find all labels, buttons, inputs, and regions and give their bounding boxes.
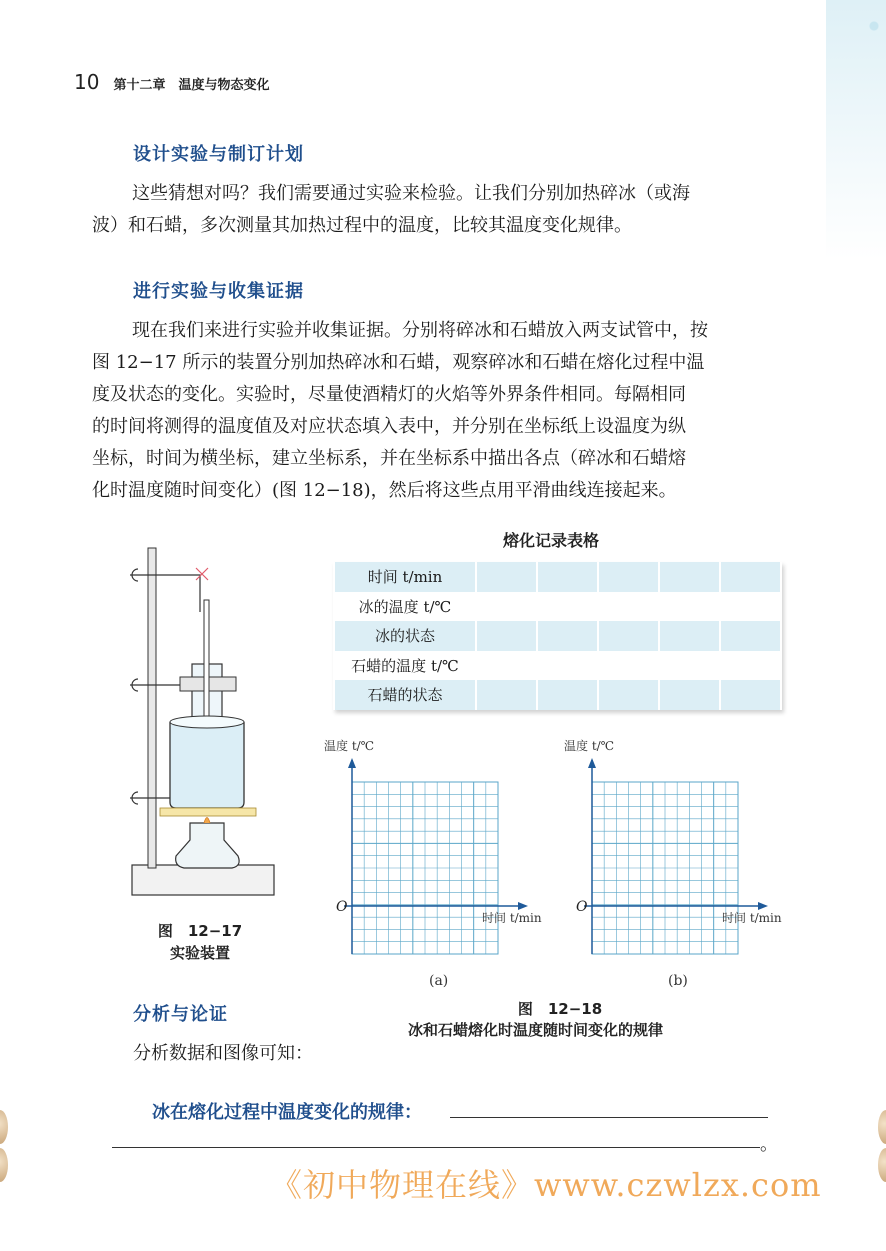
table-cell[interactable]: [721, 680, 780, 710]
page-header: [74, 70, 269, 94]
analysis-intro: 分析数据和图像可知：: [133, 1043, 313, 1064]
section-title-experiment: 进行实验与收集证据: [133, 281, 304, 302]
y-axis-arrow: [348, 758, 356, 768]
table-cell[interactable]: [477, 592, 536, 622]
row-label: 时间 t/min: [335, 562, 475, 592]
table-cell[interactable]: [538, 592, 597, 622]
y-axis-label: 温度 t/℃: [564, 739, 615, 753]
table-cell[interactable]: [477, 651, 536, 681]
row-label: 冰的状态: [335, 621, 475, 651]
table-cell[interactable]: [660, 651, 719, 681]
table-cell[interactable]: [599, 621, 658, 651]
table-cell[interactable]: [477, 680, 536, 710]
table-cell[interactable]: [599, 562, 658, 592]
row-label: 石蜡的状态: [335, 680, 475, 710]
table-cell[interactable]: [477, 562, 536, 592]
side-tab: [878, 1110, 886, 1144]
figure-18-caption: 冰和石蜡熔化时温度随时间变化的规律: [408, 1021, 664, 1039]
table-cell[interactable]: [721, 651, 780, 681]
page-number: 10: [74, 70, 100, 94]
table-cell[interactable]: [599, 680, 658, 710]
end-punctuation: 。: [760, 1134, 778, 1155]
table-cell[interactable]: [538, 621, 597, 651]
table-cell[interactable]: [660, 680, 719, 710]
table-cell[interactable]: [660, 562, 719, 592]
graph-b: [558, 738, 798, 968]
table-cell[interactable]: [538, 651, 597, 681]
x-axis-arrow: [518, 902, 528, 910]
paragraph-experiment: [92, 315, 792, 507]
figure-17-caption: 实验装置: [169, 944, 230, 962]
table-row: [335, 592, 780, 622]
answer-blank-1[interactable]: [450, 1117, 768, 1118]
x-axis-label: 时间 t/min: [482, 911, 542, 925]
table-cell[interactable]: [721, 562, 780, 592]
side-tab: [0, 1148, 8, 1182]
x-axis-arrow: [758, 902, 768, 910]
figure-18-number: 图 12−18: [517, 1000, 603, 1018]
paragraph-line: 图 12−17 所示的装置分别加热碎冰和石蜡，观察碎冰和石蜡在熔化过程中温: [92, 352, 705, 373]
apparatus-illustration: [120, 540, 280, 910]
table-cell[interactable]: [477, 621, 536, 651]
paragraph-line: 度及状态的变化。实验时，尽量使酒精灯的火焰等外界条件相同。每隔相同: [92, 384, 686, 405]
answer-blank-2[interactable]: [112, 1147, 760, 1148]
figure-17-number: 图 12−17: [157, 922, 243, 940]
graph-a-label: (a): [429, 973, 449, 989]
origin-label: O: [576, 899, 588, 915]
graph-b-label: (b): [668, 973, 688, 989]
table-cell[interactable]: [538, 680, 597, 710]
y-axis-label: 温度 t/℃: [324, 739, 375, 753]
table-row: [335, 680, 780, 710]
paragraph-line: 波）和石蜡，多次测量其加热过程中的温度，比较其温度变化规律。: [92, 215, 632, 236]
table-cell[interactable]: [538, 562, 597, 592]
section-title-analysis: 分析与论证: [133, 1004, 228, 1025]
table-title: 熔化记录表格: [503, 531, 600, 550]
table-row: [335, 562, 780, 592]
corner-decoration: [826, 0, 886, 260]
table-cell[interactable]: [721, 592, 780, 622]
fill-in-label: 冰在熔化过程中温度变化的规律：: [152, 1102, 422, 1123]
side-tab: [878, 1148, 886, 1182]
graph-a: [318, 738, 558, 968]
table-cell[interactable]: [721, 621, 780, 651]
paragraph-plan: [92, 178, 792, 242]
watermark-text: 《初中物理在线》www.czwlzx.com: [270, 1166, 822, 1204]
table-cell[interactable]: [660, 621, 719, 651]
side-tab: [0, 1110, 8, 1144]
table-cell[interactable]: [599, 651, 658, 681]
chapter-title: 第十二章 温度与物态变化: [113, 78, 270, 93]
paragraph-line: 化时温度随时间变化）(图 12−18)，然后将这些点用平滑曲线连接起来。: [92, 480, 677, 501]
paragraph-line: 这些猜想对吗？我们需要通过实验来检验。让我们分别加热碎冰（或海: [132, 183, 690, 204]
table-cell[interactable]: [599, 592, 658, 622]
origin-label: O: [336, 899, 348, 915]
paragraph-line: 坐标，时间为横坐标，建立坐标系，并在坐标系中描出各点（碎冰和石蜡熔: [92, 448, 686, 469]
paragraph-line: 的时间将测得的温度值及对应状态填入表中，并分别在坐标纸上设温度为纵: [92, 416, 686, 437]
row-label: 石蜡的温度 t/℃: [335, 651, 475, 681]
row-label: 冰的温度 t/℃: [335, 592, 475, 622]
melting-record-table: [333, 562, 782, 710]
table-cell[interactable]: [660, 592, 719, 622]
section-title-plan: 设计实验与制订计划: [133, 144, 304, 165]
table-row: [335, 621, 780, 651]
paragraph-line: 现在我们来进行实验并收集证据。分别将碎冰和石蜡放入两支试管中，按: [132, 320, 708, 341]
x-axis-label: 时间 t/min: [722, 911, 782, 925]
y-axis-arrow: [588, 758, 596, 768]
table-row: [335, 651, 780, 681]
